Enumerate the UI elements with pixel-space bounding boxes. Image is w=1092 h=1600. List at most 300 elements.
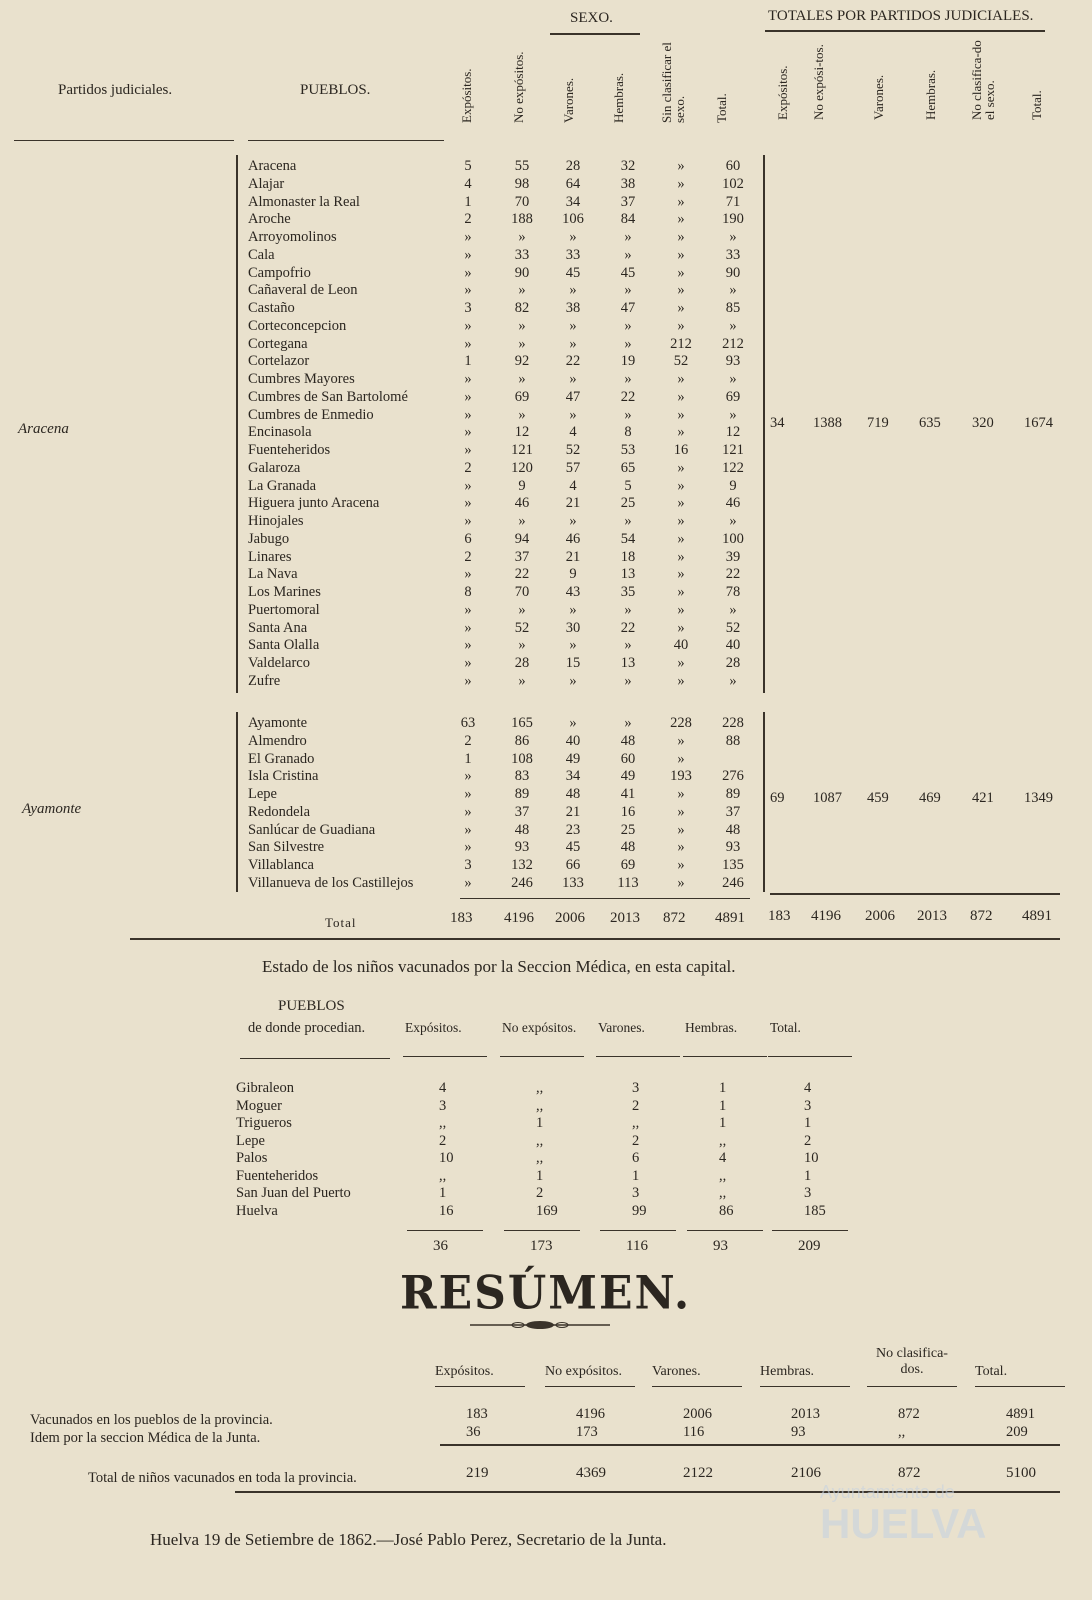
cell-value: » [677,874,685,891]
cell-value: 83 [514,768,530,785]
section2-cell-value: 1 [719,1080,727,1096]
table-row [0,158,1092,176]
cell-value: » [464,264,472,281]
cell-value: 18 [620,548,636,565]
cell-value: » [464,335,472,352]
resumen-cell-value: 116 [683,1424,705,1440]
table-row [0,531,1092,549]
group-total-value: 1087 [813,790,842,806]
total-value: 872 [663,910,686,926]
cell-value: » [677,732,685,749]
cell-value: » [464,637,472,654]
section2-column-header: Varones. [598,1020,645,1035]
cell-value: 2 [464,459,472,476]
cell-value: 35 [620,584,636,600]
section2-total-value: 209 [798,1238,821,1254]
section2-cell-value: ,, [536,1132,544,1149]
cell-value: 9 [729,477,737,494]
cell-value: » [677,619,685,636]
cell-value: » [464,803,472,820]
cell-value: 46 [725,495,741,512]
cell-value: 86 [514,732,530,749]
cell-value: » [677,655,685,671]
section2-cell-value: 86 [719,1202,734,1219]
table-row [0,637,1092,655]
cell-value: » [677,175,685,192]
header-sexo: SEXO. [570,10,613,26]
rule [14,140,234,141]
cell-value: 13 [620,655,636,671]
cell-value: 1 [464,193,472,210]
cell-value: 37 [514,548,530,565]
cell-value: 32 [620,158,636,174]
group-total-value: 719 [867,415,889,431]
cell-value: » [677,477,685,494]
rule [440,1444,1060,1446]
rule [975,1386,1065,1387]
table-row [0,673,1092,691]
cell-value: 84 [620,211,636,228]
bracket-right [763,155,765,693]
cell-value: 48 [725,821,741,838]
cell-value: » [464,874,472,891]
cell-value: » [677,839,685,856]
rule [407,1230,483,1231]
cell-value: » [677,584,685,600]
town-name: Cala [248,246,275,263]
town-name: Corteconcepcion [248,317,347,334]
table-row [0,733,1092,751]
cell-value: » [464,768,472,785]
rule [596,1056,680,1057]
section2-column-header: Total. [770,1020,801,1035]
cell-value: » [464,442,472,458]
cell-value: 93 [514,839,530,856]
section2-column-header: No expósitos. [502,1020,577,1035]
table-row [0,822,1092,840]
section2-town-name: Gibraleon [236,1080,294,1096]
cell-value: » [677,317,685,334]
section2-cell-value: 16 [439,1202,454,1219]
cell-value: 108 [511,750,533,767]
cell-value: 121 [722,442,744,458]
town-name: Villablanca [248,857,314,873]
resumen-column-header: No expósitos. [545,1364,622,1379]
bracket-left [236,712,238,892]
group-total-value: 635 [919,415,941,431]
table-row [0,584,1092,602]
cell-value: 92 [514,353,530,370]
rule [435,1386,525,1387]
cell-value: 22 [565,353,581,370]
cell-value: 22 [514,566,530,583]
section2-cell-value: ,, [439,1167,447,1184]
section2-column-header: Expósitos. [405,1020,462,1035]
cell-value: 122 [722,459,744,476]
cell-value: 70 [514,584,530,600]
column-header: Total. [714,93,729,123]
section2-town-name: Lepe [236,1132,265,1149]
town-name: Santa Ana [248,619,308,636]
group-total-value: 469 [919,790,941,806]
bracket-left [236,155,238,693]
section2-town-name: San Juan del Puerto [236,1185,351,1201]
cell-value: 48 [620,732,636,749]
table-row [0,478,1092,496]
rule [683,1056,767,1057]
town-name: Los Marines [248,584,321,600]
town-name: Alajar [248,175,285,192]
section2-town-name: Moguer [236,1097,282,1114]
cell-value: 43 [565,584,581,600]
town-name: Aroche [248,211,291,228]
section2-cell-value: 4 [804,1080,812,1096]
resumen-cell-value: ,, [898,1424,906,1440]
total-value: 183 [450,910,473,926]
resumen-total-value: 4369 [576,1465,606,1481]
cell-value: » [464,317,472,334]
cell-value: 39 [725,548,741,565]
cell-value: » [464,229,472,245]
cell-value: » [677,211,685,228]
cell-value: 47 [565,388,581,405]
section2-cell-value: 169 [536,1202,558,1219]
town-name: Puertomoral [248,601,320,618]
cell-value: 90 [514,264,530,281]
resumen-row-label: Idem por la seccion Médica de la Junta. [30,1430,261,1446]
section2-cell-value: 2 [804,1132,812,1149]
table-row [0,247,1092,265]
cell-value: » [569,406,577,423]
town-name: Almonaster la Real [248,193,360,210]
resumen-cell-value: 872 [898,1406,920,1422]
cell-value: » [624,229,632,245]
resumen-column-header: Expósitos. [435,1364,494,1379]
section2-total-value: 36 [433,1238,448,1254]
column-header: Hembras. [611,72,626,123]
resumen-total-value: 2106 [791,1465,821,1481]
section2-cell-value: 3 [804,1097,812,1114]
town-name: Hinojales [248,513,304,529]
section2-cell-value: 2 [536,1185,544,1201]
section2-cell-value: ,, [439,1115,447,1131]
cell-value: 89 [514,786,530,802]
cell-value: 41 [620,786,636,802]
cell-value: 21 [565,803,581,820]
cell-value: » [464,424,472,441]
cell-value: 33 [565,246,581,263]
table-row [0,857,1092,875]
cell-value: » [518,601,526,618]
cell-value: » [677,566,685,583]
cell-value: » [677,300,685,316]
section2-header-pueblos: PUEBLOS [278,998,345,1014]
cell-value: 4 [569,477,577,494]
group-total-value: 1674 [1024,415,1053,431]
town-name: San Silvestre [248,839,325,856]
cell-value: » [729,282,737,299]
cell-value: » [677,246,685,263]
resumen-cell-value: 4196 [576,1406,605,1422]
total-value: 2013 [610,910,640,926]
cell-value: 64 [565,175,581,192]
rule [687,1230,763,1231]
total-column-header: Varones. [871,74,886,120]
table-row [0,768,1092,786]
town-name: Cumbres de Enmedio [248,406,374,423]
cell-value: 65 [620,459,636,476]
town-name: Fuenteheridos [248,442,331,458]
town-name: Castaño [248,300,295,316]
cell-value: 228 [670,715,692,731]
cell-value: » [569,282,577,299]
cell-value: 45 [565,264,581,281]
town-name: Cañaveral de Leon [248,282,358,299]
section2-cell-value: 3 [439,1097,447,1114]
rule [772,1230,848,1231]
cell-value: » [677,857,685,873]
cell-value: » [624,335,632,352]
cell-value: » [677,821,685,838]
cell-value: » [518,317,526,334]
cell-value: 45 [620,264,636,281]
section2-town-name: Fuenteheridos [236,1167,319,1184]
cell-value: 37 [620,193,636,210]
total-column-header: No expósi-tos. [811,44,826,120]
cell-value: 16 [620,803,636,820]
cell-value: 16 [673,442,689,458]
cell-value: 48 [565,786,581,802]
group-total-value: 1388 [813,415,842,431]
cell-value: 69 [620,857,636,873]
resumen-column-header: Varones. [652,1364,701,1379]
cell-value: 63 [460,715,476,731]
column-header: Varones. [561,77,576,123]
cell-value: » [464,619,472,636]
resumen-cell-value: 209 [1006,1424,1028,1440]
section2-cell-value: ,, [719,1132,727,1149]
cell-value: 60 [725,158,741,174]
total-label: Total [325,915,357,930]
watermark-line1: Ayuntamiento de [820,1482,955,1502]
cell-value: 69 [514,388,530,405]
cell-value: 22 [620,619,636,636]
cell-value: 212 [670,335,692,352]
cell-value: 30 [565,619,581,636]
cell-value: » [464,388,472,405]
cell-value: 93 [725,353,741,370]
cell-value: 89 [725,786,741,802]
cell-value: » [677,424,685,441]
town-name: Arroyomolinos [248,229,337,245]
cell-value: 37 [514,803,530,820]
cell-value: » [624,406,632,423]
section2-cell-value: 10 [439,1150,454,1166]
town-name: Linares [248,548,292,565]
cell-value: » [677,803,685,820]
cell-value: » [624,715,632,731]
resumen-total-value: 5100 [1006,1465,1036,1481]
cell-value: 38 [620,175,636,192]
rule [867,1386,957,1387]
cell-value: 3 [464,300,472,316]
cell-value: » [624,637,632,654]
cell-value: 228 [722,715,744,731]
cell-value: » [624,371,632,387]
section2-total-value: 116 [626,1238,648,1254]
section2-cell-value: ,, [536,1150,544,1166]
cell-value: 120 [511,459,533,476]
rule [504,1230,580,1231]
cell-value: 34 [565,768,581,785]
cell-value: 46 [565,530,581,547]
resumen-cell-value: 173 [576,1424,598,1440]
cell-value: » [464,672,472,689]
total-by-district-value: 2006 [865,908,895,924]
group-total-value: 421 [972,790,994,806]
table-row [0,715,1092,733]
section2-total-value: 93 [713,1238,728,1254]
cell-value: 9 [518,477,526,494]
cell-value: » [624,317,632,334]
header-pueblos: PUEBLOS. [300,82,371,98]
cell-value: 5 [464,158,472,174]
cell-value: » [677,264,685,281]
resumen-cell-value: 36 [466,1424,481,1440]
cell-value: 6 [464,530,472,547]
header-totales: TOTALES POR PARTIDOS JUDICIALES. [768,8,1034,24]
section2-cell-value: 3 [804,1185,812,1201]
cell-value: 38 [565,300,581,316]
table-row [0,442,1092,460]
cell-value: » [677,548,685,565]
cell-value: 121 [511,442,533,458]
cell-value: 78 [725,584,741,600]
cell-value: 5 [624,477,632,494]
table-row [0,194,1092,212]
table-row [0,751,1092,769]
cell-value: 2 [464,211,472,228]
cell-value: 4 [464,175,472,192]
resumen-column-header: Hembras. [760,1364,815,1379]
cell-value: » [464,477,472,494]
total-by-district-value: 4891 [1022,908,1052,924]
town-name: Galaroza [248,459,301,476]
total-value: 4891 [715,910,745,926]
group-title-aracena: Aracena [18,421,69,437]
cell-value: » [677,193,685,210]
town-name: Aracena [248,158,297,174]
table-row [0,318,1092,336]
cell-value: 82 [514,300,530,316]
section2-cell-value: 1 [632,1167,640,1184]
rule [240,1058,390,1059]
column-header: Sin clasificar el sexo. [659,42,687,123]
cell-value: » [569,371,577,387]
section2-cell-value: 1 [536,1115,544,1131]
section2-cell-value: 2 [632,1097,640,1114]
total-column-header: Expósitos. [775,65,790,120]
cell-value: » [624,246,632,263]
cell-value: » [729,672,737,689]
cell-value: 28 [725,655,741,671]
cell-value: 28 [514,655,530,671]
cell-value: 135 [722,857,744,873]
ornament-divider [470,1320,610,1330]
cell-value: » [677,601,685,618]
cell-value: 33 [514,246,530,263]
town-name: Santa Olalla [248,637,320,654]
cell-value: 23 [565,821,581,838]
total-by-district-value: 872 [970,908,993,924]
section2-cell-value: 1 [804,1167,812,1184]
cell-value: 102 [722,175,744,192]
cell-value: 12 [725,424,741,441]
cell-value: 212 [722,335,744,352]
town-name: Cortelazor [248,353,310,370]
rule [768,1056,852,1057]
cell-value: » [518,229,526,245]
table-row [0,176,1092,194]
group-total-value: 320 [972,415,994,431]
resumen-cell-value: 183 [466,1406,488,1422]
cell-value: » [677,388,685,405]
cell-value: 98 [514,175,530,192]
table-row [0,265,1092,283]
rule [500,1056,584,1057]
cell-value: 100 [722,530,744,547]
cell-value: » [677,158,685,174]
column-header: Expósitos. [459,68,474,123]
cell-value: » [729,371,737,387]
cell-value: 19 [620,353,636,370]
cell-value: » [464,786,472,802]
table-row [0,353,1092,371]
table-row [0,460,1092,478]
rule [460,898,750,899]
resumen-title: RESÚMEN. [400,1266,692,1321]
town-name: Jabugo [248,530,290,547]
cell-value: 25 [620,495,636,512]
table-row [0,875,1092,893]
total-column-header: No clasifica-do el sexo. [969,40,997,120]
town-name: Ayamonte [248,715,308,731]
table-row [0,513,1092,531]
cell-value: 28 [565,158,581,174]
group-total-value: 69 [770,790,785,806]
town-name: Campofrio [248,264,311,281]
cell-value: 133 [562,874,584,891]
town-name: Villanueva de los Castillejos [248,874,414,891]
cell-value: 34 [565,193,581,210]
cell-value: 94 [514,530,530,547]
town-name: Higuera junto Aracena [248,495,380,512]
cell-value: » [464,513,472,529]
cell-value: 22 [725,566,741,583]
cell-value: 88 [725,732,741,749]
section2-cell-value: ,, [536,1097,544,1114]
group-total-value: 1349 [1024,790,1053,806]
town-name: Cumbres de San Bartolomé [248,388,408,405]
table-row [0,336,1092,354]
cell-value: » [677,495,685,512]
table-row [0,229,1092,247]
cell-value: » [569,715,577,731]
cell-value: 40 [565,732,581,749]
section2-cell-value: 3 [632,1080,640,1096]
town-name: Sanlúcar de Guadiana [248,821,376,838]
section2-cell-value: 2 [632,1132,640,1149]
